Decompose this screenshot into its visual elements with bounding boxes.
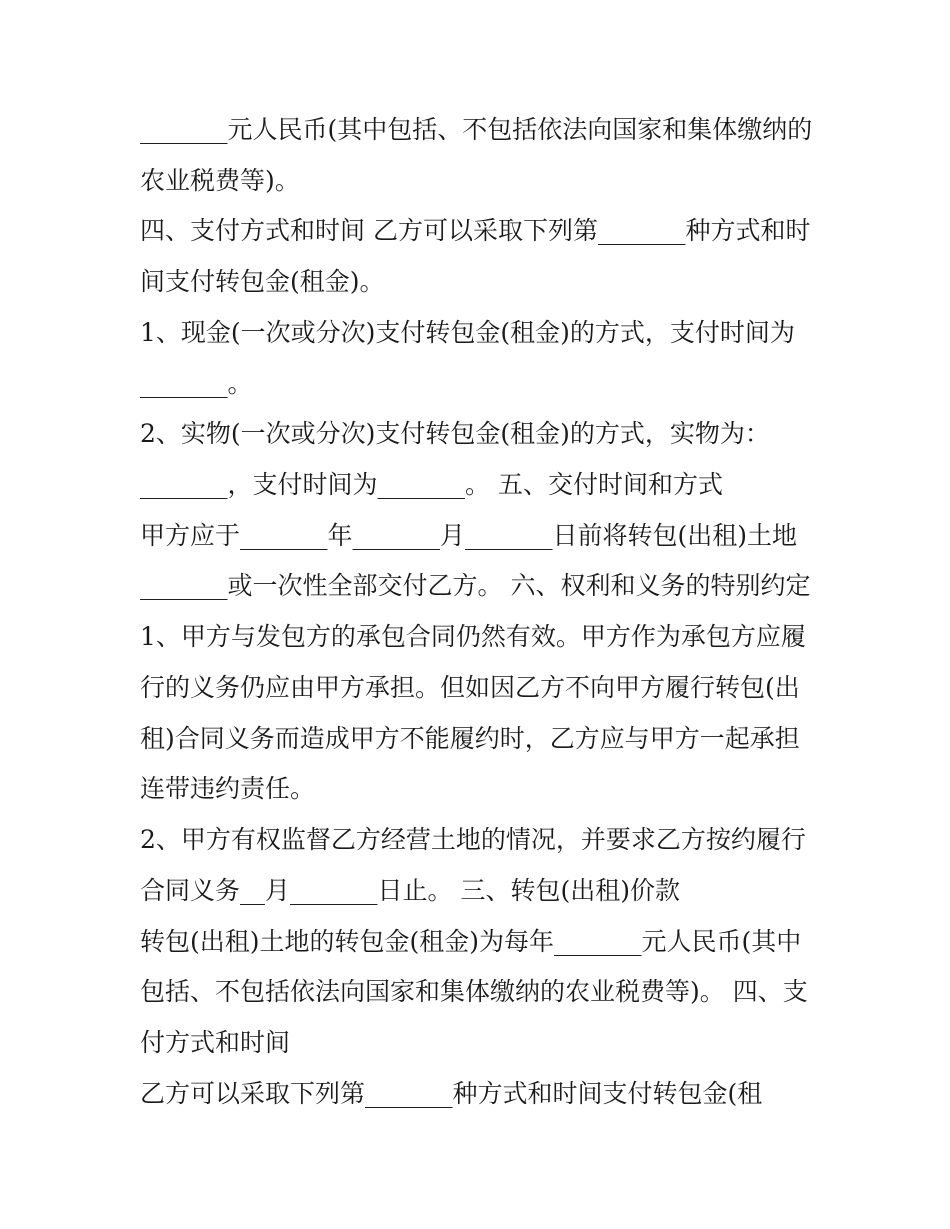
text-line-18: 包括、不包括依法向国家和集体缴纳的农业税费等)。 四、支 — [140, 977, 808, 1006]
text-line-12: 行的义务仍应由甲方承担。但如因乙方不向甲方履行转包(出 — [140, 673, 800, 702]
text-line-14: 连带违约责任。 — [140, 774, 316, 803]
text-line-15: 2、甲方有权监督乙方经营土地的情况，并要求乙方按约履行 — [140, 825, 806, 854]
text-line-2: 农业税费等)。 — [140, 166, 300, 195]
text-line-8: _______，支付时间为_______。 五、交付时间和方式 — [140, 470, 723, 499]
text-line-7: 2、实物(一次或分次)支付转包金(租金)的方式，实物为： — [140, 419, 770, 448]
text-line-20: 乙方可以采取下列第_______种方式和时间支付转包金(租 — [140, 1079, 763, 1108]
text-line-5: 1、现金(一次或分次)支付转包金(租金)的方式，支付时间为 — [140, 318, 795, 347]
text-line-1: _______元人民币(其中包括、不包括依法向国家和集体缴纳的 — [140, 115, 813, 144]
text-line-19: 付方式和时间 — [140, 1028, 291, 1057]
text-line-11: 1、甲方与发包方的承包合同仍然有效。甲方作为承包方应履 — [140, 622, 806, 651]
text-line-13: 租)合同义务而造成甲方不能履约时，乙方应与甲方一起承担 — [140, 724, 800, 753]
text-line-3: 四、支付方式和时间 乙方可以采取下列第_______种方式和时 — [140, 216, 811, 245]
text-line-16: 合同义务__月_______日止。 三、转包(出租)价款 — [140, 876, 680, 905]
text-line-9: 甲方应于_______年_______月_______日前将转包(出租)土地 — [140, 521, 798, 550]
text-line-4: 间支付转包金(租金)。 — [140, 267, 385, 296]
text-line-10: _______或一次性全部交付乙方。 六、权利和义务的特别约定 — [140, 571, 811, 600]
text-line-6: _______。 — [140, 369, 253, 398]
text-line-17: 转包(出租)土地的转包金(租金)为每年_______元人民币(其中 — [140, 927, 802, 956]
